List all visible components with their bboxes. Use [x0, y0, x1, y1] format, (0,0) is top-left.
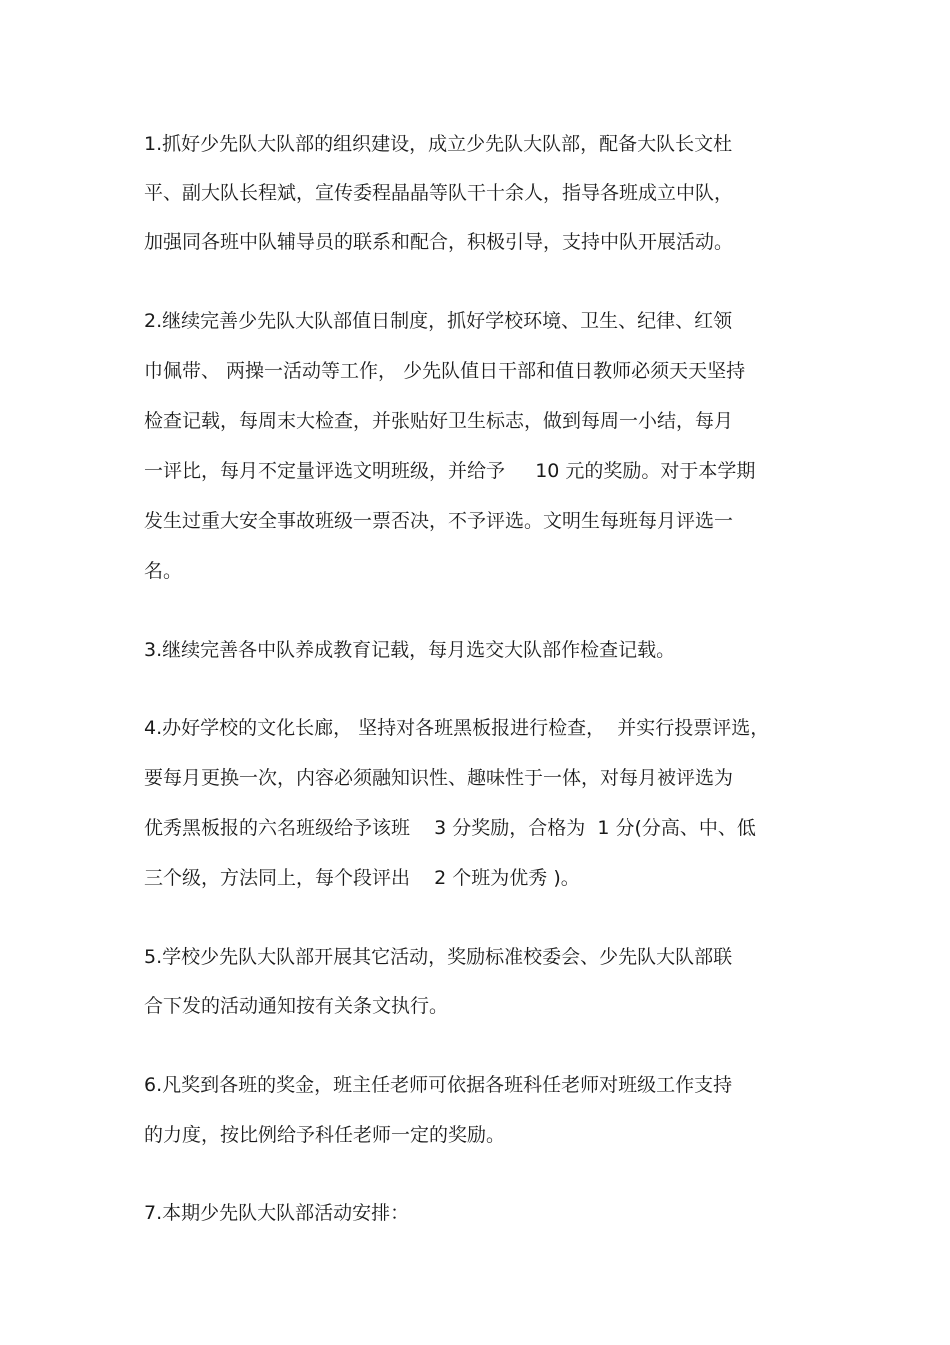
paragraph-2-line-4: 一评比，每月不定量评选文明班级，并给予 10 元的奖励。对于本学期 — [144, 460, 756, 482]
paragraph-2-line-6: 名。 — [144, 560, 183, 582]
paragraph-1-line-2: 平、副大队长程斌，宣传委程晶晶等队干十余人，指导各班成立中队， — [144, 182, 734, 204]
paragraph-4-line-4: 三个级，方法同上，每个段评出 2 个班为优秀 )。 — [144, 867, 580, 889]
paragraph-3-line-1: 3.继续完善各中队养成教育记载，每月选交大队部作检查记载。 — [144, 639, 676, 661]
paragraph-7-line-1: 7.本期少先队大队部活动安排： — [144, 1202, 410, 1224]
paragraph-4-line-2: 要每月更换一次，内容必须融知识性、趣味性于一体，对每月被评选为 — [144, 767, 734, 789]
paragraph-1-line-1: 1.抓好少先队大队部的组织建设，成立少先队大队部，配备大队长文杜 — [144, 133, 733, 155]
paragraph-4-line-1: 4.办好学校的文化长廊， 坚持对各班黑板报进行检查， 并实行投票评选， — [144, 717, 770, 739]
paragraph-5-line-1: 5.学校少先队大队部开展其它活动，奖励标准校委会、少先队大队部联 — [144, 946, 733, 968]
paragraph-2-line-3: 检查记载，每周末大检查，并张贴好卫生标志，做到每周一小结，每月 — [144, 410, 734, 432]
paragraph-4-line-3: 优秀黑板报的六名班级给予该班 3 分奖励，合格为 1 分(分高、中、低 — [144, 817, 756, 839]
paragraph-6-line-2: 的力度，按比例给予科任老师一定的奖励。 — [144, 1124, 506, 1146]
paragraph-2-line-2: 巾佩带、 两操一活动等工作， 少先队值日干部和值日教师必须天天坚持 — [144, 360, 746, 382]
paragraph-2-line-1: 2.继续完善少先队大队部值日制度，抓好学校环境、卫生、纪律、红领 — [144, 310, 733, 332]
paragraph-1-line-3: 加强同各班中队辅导员的联系和配合，积极引导，支持中队开展活动。 — [144, 231, 734, 253]
paragraph-6-line-1: 6.凡奖到各班的奖金，班主任老师可依据各班科任老师对班级工作支持 — [144, 1074, 733, 1096]
paragraph-5-line-2: 合下发的活动通知按有关条文执行。 — [144, 995, 449, 1017]
paragraph-2-line-5: 发生过重大安全事故班级一票否决，不予评选。文明生每班每月评选一 — [144, 510, 734, 532]
